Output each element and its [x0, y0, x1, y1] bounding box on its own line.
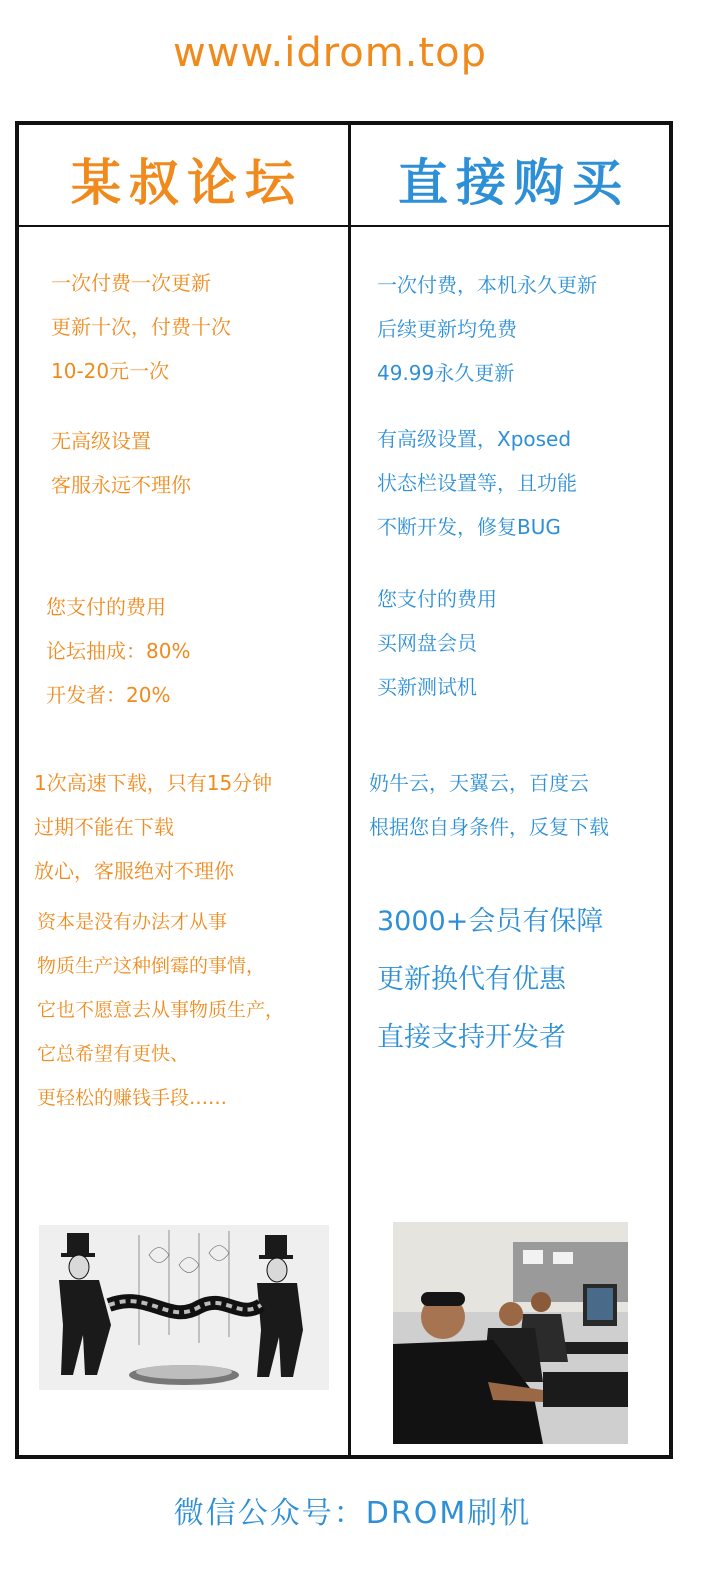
left-quote-line: 物质生产这种倒霉的事情，	[37, 955, 266, 977]
left-quote-line: 它也不愿意去从事物质生产，	[37, 999, 285, 1021]
right-settings-line: 有高级设置，Xposed	[377, 427, 572, 451]
left-settings-line: 客服永远不理你	[51, 473, 191, 497]
developers-photo	[393, 1222, 628, 1444]
column-divider	[348, 125, 351, 1455]
left-download-notes	[34, 761, 272, 893]
right-benefit-line: 3000+会员有保障	[377, 906, 604, 937]
right-pricing-notes	[377, 263, 597, 395]
left-fee-line: 论坛抽成：80%	[46, 639, 191, 663]
left-fee-line: 开发者：20%	[46, 683, 171, 707]
left-pricing-line: 一次付费一次更新	[51, 271, 211, 295]
left-pricing-line: 更新十次，付费十次	[51, 315, 231, 339]
left-pricing-notes	[51, 261, 231, 393]
right-benefit-line: 更新换代有优惠	[377, 964, 566, 995]
footer-wechat-label: 微信公众号：DROM刷机	[173, 1496, 532, 1531]
left-column-title: 某叔论坛	[71, 154, 303, 212]
capitalist-cartoon-drawing	[39, 1225, 329, 1390]
left-settings-notes	[51, 419, 191, 507]
left-pricing-line: 10-20元一次	[51, 359, 170, 383]
right-pricing-line: 后续更新均免费	[377, 317, 517, 341]
right-download-line: 根据您自身条件，反复下载	[369, 815, 609, 839]
left-quote-line: 它总希望有更快、	[37, 1043, 190, 1065]
left-download-line: 1次高速下载，只有15分钟	[34, 771, 273, 795]
right-benefit-line: 直接支持开发者	[377, 1022, 566, 1053]
right-fee-notes	[377, 577, 497, 709]
right-fee-line: 您支付的费用	[377, 587, 497, 611]
capitalist-cartoon-image	[39, 1225, 329, 1390]
left-quote-line: 更轻松的赚钱手段……	[37, 1087, 228, 1109]
site-url: www.idrom.top	[173, 30, 487, 76]
right-pricing-line: 49.99永久更新	[377, 361, 515, 385]
right-settings-line: 状态栏设置等，且功能	[377, 471, 577, 495]
right-download-line: 奶牛云，天翼云，百度云	[369, 771, 589, 795]
left-fee-line: 您支付的费用	[46, 595, 166, 619]
left-fee-notes	[46, 585, 190, 717]
right-download-notes	[369, 761, 609, 849]
right-fee-line: 买网盘会员	[377, 631, 477, 655]
right-pricing-line: 一次付费，本机永久更新	[377, 273, 597, 297]
right-fee-line: 买新测试机	[377, 675, 477, 699]
right-benefits	[377, 893, 603, 1067]
left-quote	[37, 900, 284, 1120]
comparison-board	[15, 121, 673, 1459]
right-settings-line: 不断开发，修复BUG	[377, 515, 561, 539]
right-settings-notes	[377, 417, 577, 549]
left-settings-line: 无高级设置	[51, 429, 151, 453]
left-download-line: 放心，客服绝对不理你	[34, 859, 234, 883]
right-column-title: 直接购买	[398, 154, 630, 212]
left-download-line: 过期不能在下载	[34, 815, 174, 839]
left-quote-line: 资本是没有办法才从事	[37, 911, 228, 933]
header-divider	[19, 225, 669, 227]
developers-photo-drawing	[393, 1222, 628, 1444]
